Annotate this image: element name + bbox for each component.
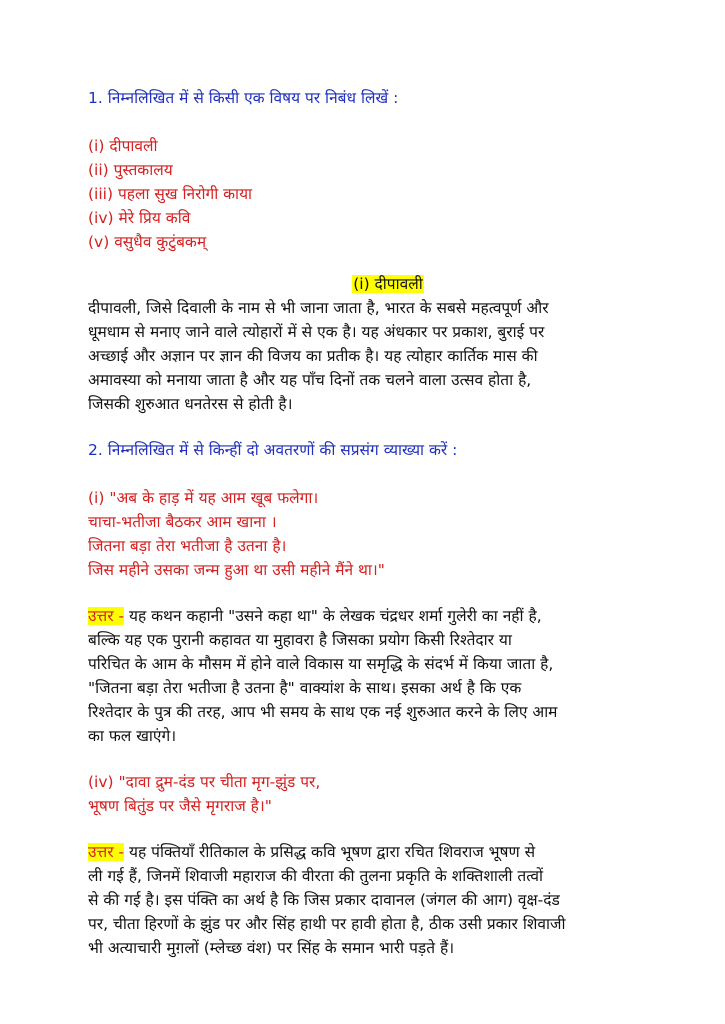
answer-line: रिश्तेदार के पुत्र की तरह, आप भी समय के साथ एक नई शुरुआत करने के लिए आम	[88, 703, 558, 721]
topic-item: (v) वसुधैव कुटुंबकम्	[88, 233, 207, 251]
topic-item: (iii) पहला सुख निरोगी काया	[88, 185, 253, 203]
answer-line: "जितना बड़ा तेरा भतीजा है उतना है" वाक्यांश के साथ। इसका अर्थ है कि एक	[88, 679, 522, 697]
answer-line: बल्कि यह एक पुरानी कहावत या मुहावरा है जिसका प्रयोग किसी रिश्तेदार या	[88, 631, 512, 649]
answer-first-line	[88, 604, 688, 628]
essay-body	[88, 296, 688, 416]
passage-line: चाचा-भतीजा बैठकर आम खाना ।	[88, 513, 277, 531]
answer-text: यह पंक्तियाँ रीतिकाल के प्रसिद्ध कवि भूषण द्वारा रचित शिवराज भूषण से	[124, 843, 536, 861]
answer-label: उत्तर -	[88, 843, 125, 861]
passage-2	[88, 770, 688, 818]
answer-line: ली गई हैं, जिनमें शिवाजी महाराज की वीरता की तुलना प्रकृति के शक्तिशाली तत्वों	[88, 867, 543, 885]
question-1: 1. निम्नलिखित में से किसी एक विषय पर निबंध लिखें :	[88, 89, 399, 107]
essay-line: अमावस्या को मनाया जाता है और यह पाँच दिनों तक चलने वाला उत्सव होता है,	[88, 371, 532, 389]
answer-line: परिचित के आम के मौसम में होने वाले विकास या समृद्धि के संदर्भ में किया जाता है,	[88, 655, 554, 673]
passage-line: भूषण बितुंड पर जैसे मृगराज है।"	[88, 797, 272, 815]
passage-1	[88, 486, 688, 582]
passage-line: जितना बड़ा तेरा भतीजा है उतना है।	[88, 537, 287, 555]
topic-item: (i) दीपावली	[88, 137, 158, 155]
topic-item: (iv) मेरे प्रिय कवि	[88, 209, 191, 227]
passage-line: (i) "अब के हाड़ में यह आम खूब फलेगा।	[88, 489, 319, 507]
essay-heading: (i) दीपावली	[353, 275, 423, 293]
topic-list	[88, 134, 688, 254]
essay-line: जिसकी शुरुआत धनतेरस से होती है।	[88, 395, 293, 413]
answer-1	[88, 604, 688, 748]
answer-first-line	[88, 840, 688, 864]
document-page	[88, 86, 688, 982]
essay-line: अच्छाई और अज्ञान पर ज्ञान की विजय का प्रतीक है। यह त्योहार कार्तिक मास की	[88, 347, 538, 365]
answer-2	[88, 840, 688, 960]
answer-line: से की गई है। इस पंक्ति का अर्थ है कि जिस प्रकार दावानल (जंगल की आग) वृक्ष-दंड	[88, 891, 560, 909]
passage-line: जिस महीने उसका जन्म हुआ था उसी महीने मैंने था।"	[88, 561, 385, 579]
question-2: 2. निम्नलिखित में से किन्हीं दो अवतरणों की सप्रसंग व्याख्या करें :	[88, 441, 458, 459]
essay-heading-wrap	[88, 272, 688, 296]
passage-line: (iv) "दावा द्रुम-दंड पर चीता मृग-झुंड पर,	[88, 773, 321, 791]
answer-line: का फल खाएंगे।	[88, 727, 177, 745]
answer-line: पर, चीता हिरणों के झुंड पर और सिंह हाथी पर हावी होता है, ठीक उसी प्रकार शिवाजी	[88, 915, 566, 933]
topic-item: (ii) पुस्तकालय	[88, 161, 173, 179]
essay-line: दीपावली, जिसे दिवाली के नाम से भी जाना जाता है, भारत के सबसे महत्वपूर्ण और	[88, 299, 549, 317]
answer-label: उत्तर -	[88, 607, 125, 625]
answer-text: यह कथन कहानी "उसने कहा था" के लेखक चंद्रधर शर्मा गुलेरी का नहीं है,	[124, 607, 542, 625]
essay-line: धूमधाम से मनाए जाने वाले त्योहारों में से एक है। यह अंधकार पर प्रकाश, बुराई पर	[88, 323, 545, 341]
answer-line: भी अत्याचारी मुग़लों (म्लेच्छ वंश) पर सिंह के समान भारी पड़ते हैं।	[88, 939, 455, 957]
